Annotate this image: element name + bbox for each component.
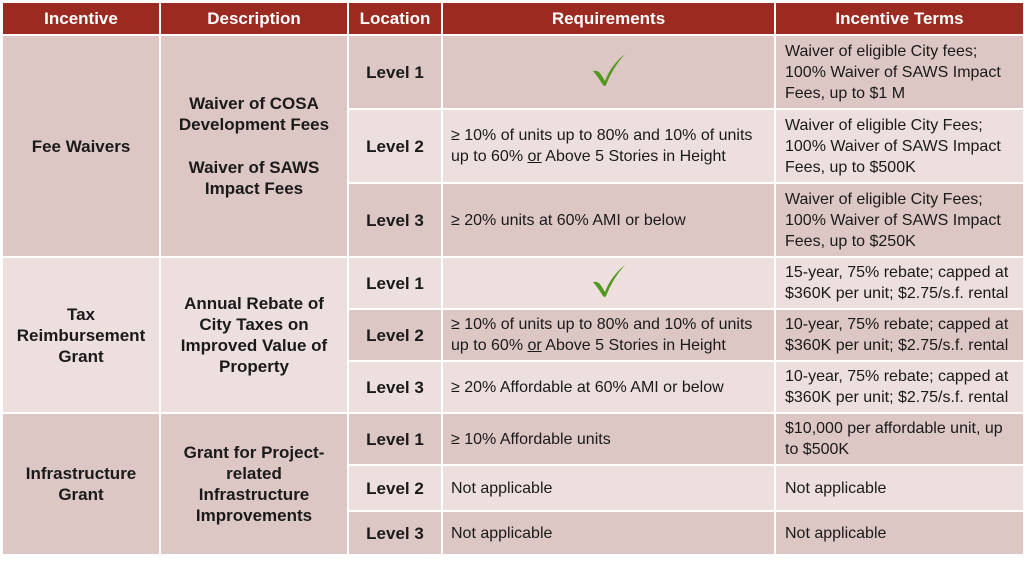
requirement-text: ≥ 10% of units up to 80% and 10% of units up to 60% xyxy=(451,127,753,165)
requirement-cell: ≥ 10% Affordable units xyxy=(442,413,775,465)
location-cell: Level 2 xyxy=(348,465,442,511)
location-cell: Level 3 xyxy=(348,511,442,555)
header-incentive: Incentive xyxy=(2,2,160,35)
description-line: Grant for Project-related Infrastructure Improvements xyxy=(183,443,325,525)
requirement-text: Above 5 Stories in Height xyxy=(541,148,726,165)
checkmark-icon xyxy=(591,262,627,298)
requirement-cell xyxy=(442,257,775,309)
terms-cell: Waiver of eligible City fees; 100% Waiver of SAWS Impact Fees, up to $1 M xyxy=(775,35,1024,109)
requirement-cell: ≥ 20% units at 60% AMI or below xyxy=(442,183,775,257)
terms-cell: $10,000 per affordable unit, up to $500K xyxy=(775,413,1024,465)
requirement-or: or xyxy=(527,337,542,354)
requirement-cell: Not applicable xyxy=(442,465,775,511)
location-cell: Level 3 xyxy=(348,183,442,257)
requirement-cell xyxy=(442,309,775,361)
description-line: Waiver of SAWS Impact Fees xyxy=(188,158,320,198)
header-incentive-terms: Incentive Terms xyxy=(775,2,1024,35)
terms-cell: Not applicable xyxy=(775,511,1024,555)
terms-cell: 15-year, 75% rebate; capped at $360K per unit; $2.75/s.f. rental xyxy=(775,257,1024,309)
requirement-cell: ≥ 20% Affordable at 60% AMI or below xyxy=(442,361,775,413)
location-cell: Level 2 xyxy=(348,309,442,361)
requirement-text: ≥ 10% of units up to 80% and 10% of units up to 60% xyxy=(451,316,753,354)
incentives-table xyxy=(1,1,1024,556)
header-requirements: Requirements xyxy=(442,2,775,35)
location-cell: Level 1 xyxy=(348,257,442,309)
header-description: Description xyxy=(160,2,348,35)
description-line: Annual Rebate of City Taxes on Improved Value of Property xyxy=(180,294,328,376)
location-cell: Level 3 xyxy=(348,361,442,413)
table-row xyxy=(2,257,1024,309)
terms-cell: Not applicable xyxy=(775,465,1024,511)
requirement-text: Above 5 Stories in Height xyxy=(541,337,726,354)
description-line: Waiver of COSA Development Fees xyxy=(178,94,330,134)
checkmark-icon xyxy=(591,51,627,87)
incentive-tax-reimbursement: Tax Reimbursement Grant xyxy=(2,257,160,413)
location-cell: Level 1 xyxy=(348,413,442,465)
description-infrastructure-grant xyxy=(160,413,348,555)
terms-cell: Waiver of eligible City Fees; 100% Waiver of SAWS Impact Fees, up to $250K xyxy=(775,183,1024,257)
table-row xyxy=(2,413,1024,465)
description-tax-reimbursement xyxy=(160,257,348,413)
table-header-row xyxy=(2,2,1024,35)
terms-cell: 10-year, 75% rebate; capped at $360K per unit; $2.75/s.f. rental xyxy=(775,361,1024,413)
requirement-cell xyxy=(442,109,775,183)
location-cell: Level 2 xyxy=(348,109,442,183)
incentive-fee-waivers: Fee Waivers xyxy=(2,35,160,257)
description-fee-waivers xyxy=(160,35,348,257)
terms-cell: Waiver of eligible City Fees; 100% Waiver of SAWS Impact Fees, up to $500K xyxy=(775,109,1024,183)
requirement-or: or xyxy=(527,148,542,165)
header-location: Location xyxy=(348,2,442,35)
table-row xyxy=(2,35,1024,109)
incentive-infrastructure-grant: Infrastructure Grant xyxy=(2,413,160,555)
terms-cell: 10-year, 75% rebate; capped at $360K per unit; $2.75/s.f. rental xyxy=(775,309,1024,361)
location-cell: Level 1 xyxy=(348,35,442,109)
requirement-cell xyxy=(442,35,775,109)
requirement-cell: Not applicable xyxy=(442,511,775,555)
